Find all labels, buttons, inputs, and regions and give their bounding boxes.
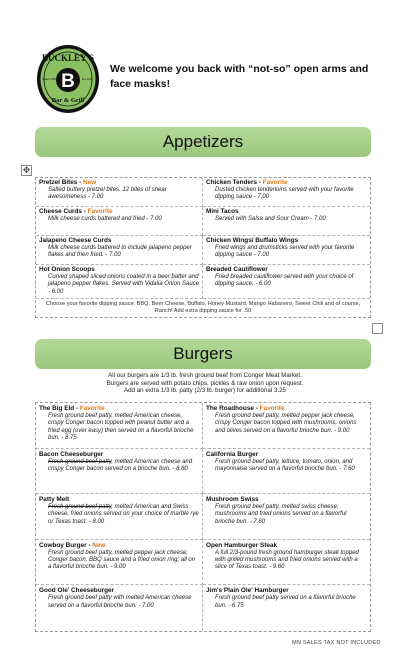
table-move-handle-icon[interactable]: ✥: [22, 165, 31, 175]
item-description: A full 2/3-pound fresh ground hamburger steak topped with grilled mushrooms and fried onions served with a slice of Texas toast. - 9.60: [215, 549, 359, 571]
buckleys-logo: [36, 44, 100, 114]
item-name: Chicken Wings/ Buffalo Wings: [206, 237, 299, 244]
logo-letter: B: [61, 71, 75, 92]
item-name: Hot Onion Scoops: [39, 266, 95, 273]
item-description: Fried breaded cauliflower served with your choice of dipping sauce. - 6.00: [215, 274, 354, 288]
item-tag: Favorite: [79, 405, 105, 412]
item-name: Mini Tacos: [206, 208, 239, 215]
item-name: California Burger: [206, 450, 259, 458]
item-name: Cheese Curds -: [39, 208, 88, 215]
dipping-sauce-note: Choose your favorite dipping sauce: BBQ, Beer Cheese, Buffalo, Honey Mustard, Mango Habanero, Sweet Chili and of course, Ranch! Add extra dipping sauce for .50: [45, 301, 361, 314]
burgers-intro-line: Burgers are served with potato chips, pickles & raw onion upon request.: [106, 379, 304, 387]
item-name: Jalapeno Cheese Curds: [39, 237, 112, 244]
strikethrough-text: Fresh ground beef patty: [48, 458, 112, 465]
item-description: Milk cheese curds battered and fried - 7.00: [48, 216, 162, 222]
burgers-intro: [60, 372, 350, 395]
burgers-heading: Burgers: [35, 339, 371, 369]
menu-item: [36, 178, 203, 207]
item-description: Fresh ground beef patty served on a flavorful brioche bun. - 6.75: [215, 595, 356, 609]
item-name: Open Hamburger Steak: [206, 541, 278, 549]
menu-item: [36, 207, 203, 236]
item-name: Mushroom Swiss: [206, 496, 259, 504]
menu-item: [203, 449, 370, 495]
item-name: Good Ole' Cheeseburger: [39, 587, 115, 595]
item-description: Fresh ground beef patty, melted American and Swiss cheese, fried onions served on your choice of marble rye or Texas toast. - 8.00: [48, 504, 199, 525]
item-name: The Roadhouse -: [206, 405, 260, 412]
burgers-table: [35, 402, 371, 632]
item-name: Cowboy Burger -: [39, 541, 93, 549]
item-description: Curved shaped sliced onions coated in a beer batter and jalapeno pepper flakes. Served with Vidalia Onion Sauce - 6.00: [48, 274, 199, 295]
item-tag: Favorite: [87, 208, 113, 215]
item-description: Fresh ground beef patty, melted American cheese, crispy Conger bacon topped with peanut butter and a fried egg (over easy) then served on a flavorful brioche bun. - 8.75: [48, 413, 194, 441]
burgers-intro-line: Add an extra 1/3 lb. patty (2/3 lb. burger) for additional 3.25: [123, 387, 286, 395]
item-name: Jim's Plain Ole' Hamburger: [206, 587, 289, 595]
item-description: Fresh ground beef patty, lettuce, tomato, onion, and mayonnaise served on a flavorful brioche bun. - 7.60: [215, 458, 355, 472]
menu-item: [203, 207, 370, 236]
item-name: The Big Eld -: [39, 405, 80, 412]
item-description: Dusted chicken tenderloins served with your favorite dipping sauce - 7.00: [215, 187, 354, 201]
item-tag: New: [92, 541, 106, 549]
table-resize-handle[interactable]: [372, 323, 383, 334]
menu-item: [36, 236, 203, 265]
menu-item: [36, 585, 203, 631]
logo-sub: Bar & Grill: [51, 97, 85, 104]
item-description: Fresh ground beef patty, melted swiss cheese, mushrooms and fried onions served on a flavorful brioche bun. - 7.60: [215, 504, 347, 525]
logo-right-small: Est. 2011: [82, 78, 92, 81]
appetizers-table: [35, 177, 371, 318]
item-description: Milk cheese curds battered to include jalapeno pepper flakes and then fried. - 7.00: [48, 245, 192, 259]
logo-name: BUCKLEY'S: [41, 53, 95, 63]
menu-item: [203, 540, 370, 586]
menu-item: [203, 585, 370, 631]
item-name: Bacon Cheeseburger: [39, 450, 104, 458]
menu-item: [203, 178, 370, 207]
menu-item: [36, 265, 203, 299]
appetizers-heading: Appetizers: [35, 127, 371, 157]
item-description: Fried wings and drumsticks served with your favorite dipping sauce - 7.00: [215, 245, 355, 259]
welcome-message: We welcome you back with “not-so” open arms and face masks!: [110, 63, 369, 90]
menu-item: [36, 540, 203, 586]
item-tag: Favorite: [262, 179, 288, 186]
item-description: Fresh ground beef patty, melted pepper jack cheese, crispy Conger bacon topped with mushrooms, onions and olives served on a flavorful brioche bun. - 9.00: [215, 413, 357, 434]
logo-left-small: Hobarts 1981: [41, 78, 57, 81]
item-description: Served with Salsa and Sour Cream - 7.00: [215, 216, 326, 222]
menu-item: [36, 449, 203, 495]
menu-item: [36, 403, 203, 449]
menu-item: [203, 265, 370, 299]
item-description: Salted buttery pretzel bites. 12 bites of shear awesomeness - 7.00: [48, 187, 167, 201]
item-description: Fresh ground beef patty, melted pepper jack cheese, Conger bacon, BBQ sauce and a fried onion ring; all on a flavorful brioche bun. - 9.00: [48, 549, 196, 571]
item-description: Fresh ground beef patty, melted American cheese and crispy Conger bacon served on a brioche bun. - 8.60: [48, 458, 193, 472]
item-name: Patty Melt: [39, 496, 70, 504]
item-description: Fresh ground beef patty with melted American cheese served on a flavorful brioche bun. - 7.00: [48, 595, 192, 609]
menu-item: [36, 494, 203, 540]
sales-tax-note: MN SALES TAX NOT INCLUDED: [292, 640, 381, 646]
item-tag: Favorite: [259, 405, 285, 412]
menu-item: [203, 403, 370, 449]
strikethrough-text: Fresh ground beef patty: [48, 504, 112, 511]
item-name: Chicken Tenders -: [206, 179, 263, 186]
item-tag: New: [83, 179, 97, 186]
menu-item: [203, 236, 370, 265]
menu-item: [203, 494, 370, 540]
item-name: Breaded Cauliflower: [206, 266, 268, 273]
item-name: Pretzel Bites -: [39, 179, 84, 186]
burgers-intro-line: All our burgers are 1/3 lb. fresh ground beef from Conger Meat Market.: [108, 372, 302, 379]
